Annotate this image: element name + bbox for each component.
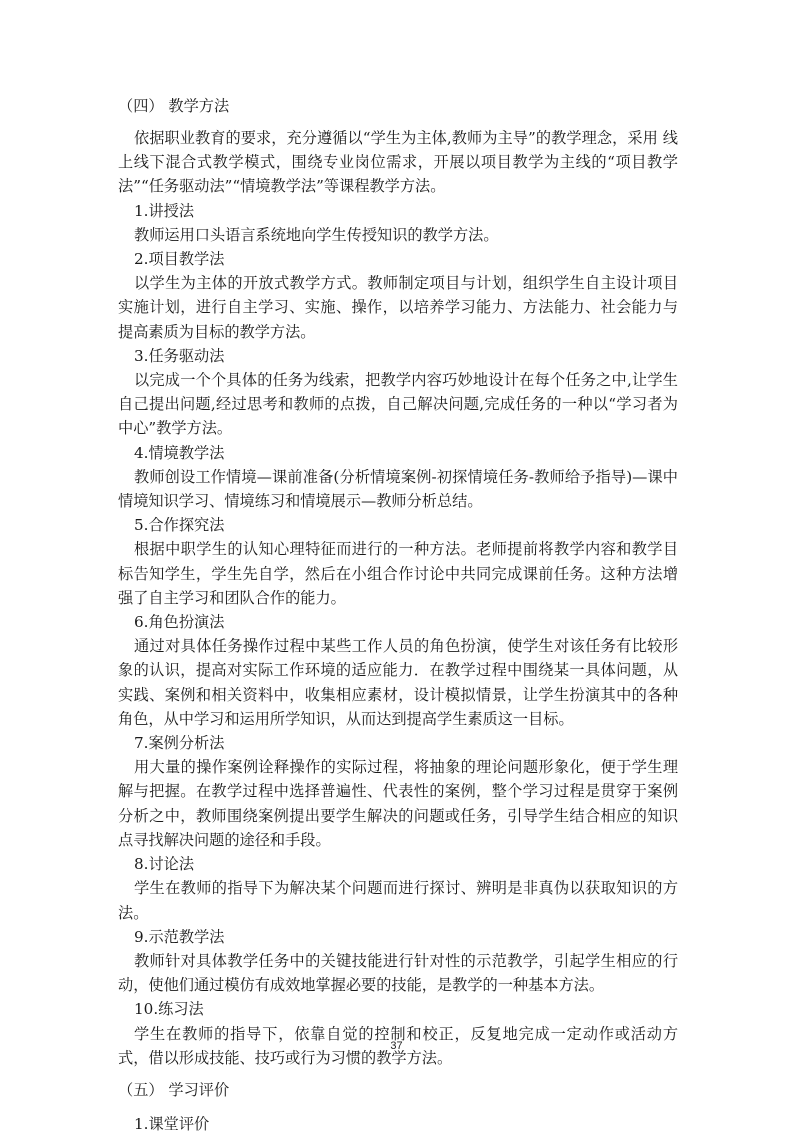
method-cooperative-inquiry [118, 513, 678, 610]
teaching-methods-intro: 依据职业教育的要求，充分遵循以“学生为主体,教师为主导”的教学理念，采用 线上线下混合式教学模式，围绕专业岗位需求，开展以项目教学为主线的“项目教学法”“任务驱动法”“情境教学法”等课程教学方法。 [118, 129, 678, 196]
method-situational [118, 441, 678, 514]
method-case-analysis [118, 731, 678, 852]
method-title: 4.情境教学法 [134, 443, 225, 462]
method-title: 5.合作探究法 [134, 516, 225, 535]
method-description: 通过对具体任务操作过程中某些工作人员的角色扮演，使学生对该任务有比较形象的认识，提高对实际工作环境的适应能力．在教学过程中围绕某一具体问题，从实践、案例和相关资料中，收集相应素材，设计模拟情景，让学生扮演其中的各种角色，从中学习和运用所学知识，从而达到提高学生素质这一目标。 [118, 637, 678, 728]
method-title: 8.讨论法 [134, 855, 195, 874]
method-description: 学生在教师的指导下为解决某个问题而进行探讨、辨明是非真伪以获取知识的方法。 [118, 879, 678, 922]
method-description: 教师针对具体教学任务中的关键技能进行针对性的示范教学，引起学生相应的行动，使他们通过模仿有成效地掌握必要的技能，是教学的一种基本方法。 [118, 951, 678, 995]
method-role-play [118, 610, 678, 731]
method-project-teaching [118, 247, 678, 344]
method-description: 教师运用口头语言系统地向学生传授知识的教学方法。 [134, 225, 499, 244]
method-description: 用大量的操作案例诠释操作的实际过程，将抽象的理论问题形象化，便于学生理解与把握。在教学过程中选择普遍性、代表性的案例，整个学习过程是贯穿于案例分析之中，教师围绕案例提出要学生解决的问题或任务，引导学生结合相应的知识点寻找解决问题的途径和手段。 [118, 758, 678, 849]
classroom-evaluation-heading: 1.课堂评价 [134, 1114, 210, 1133]
method-description: 以学生为主体的开放式教学方式。教师制定项目与计划，组织学生自主设计项目实施计划，进行自主学习、实施、操作，以培养学习能力、方法能力、社会能力与提高素质为目标的教学方法。 [118, 274, 678, 341]
method-title: 7.案例分析法 [134, 734, 225, 753]
page-number: 37 [390, 1040, 403, 1052]
section-heading-teaching-methods: （四） 教学方法 [118, 97, 230, 115]
method-description: 以完成一个个具体的任务为线索，把教学内容巧妙地设计在每个任务之中,让学生自己提出问题,经过思考和教师的点拨，自己解决问题,完成任务的一种以“学习者为中心”教学方法。 [118, 371, 678, 438]
method-demonstration [118, 925, 678, 998]
method-title: 6.角色扮演法 [134, 613, 225, 632]
document-body [118, 92, 678, 1136]
method-title: 1.讲授法 [134, 201, 195, 220]
method-title: 10.练习法 [134, 1000, 204, 1019]
method-description: 根据中职学生的认知心理特征而进行的一种方法。老师提前将教学内容和教学目标告知学生，学生先自学，然后在小组合作讨论中共同完成课前任务。这种方法增强了自主学习和团队合作的能力。 [118, 540, 678, 607]
method-lecture [118, 199, 678, 247]
method-title: 2.项目教学法 [134, 250, 225, 269]
section-heading-learning-evaluation: （五） 学习评价 [118, 1080, 230, 1099]
method-discussion [118, 852, 678, 925]
method-description: 教师创设工作情境—课前准备(分析情境案例-初探情境任务-教师给予指导)—课中情境知识学习、情境练习和情境展示—教师分析总结。 [118, 467, 678, 511]
method-title: 3.任务驱动法 [134, 346, 225, 365]
method-practice [118, 997, 678, 1070]
method-description: 学生在教师的指导下，依靠自觉的控制和校正，反复地完成一定动作或活动方式，借以形成技能、技巧或行为习惯的教学方法。 [118, 1024, 678, 1067]
method-title: 9.示范教学法 [134, 927, 225, 946]
method-task-driven [118, 344, 678, 441]
